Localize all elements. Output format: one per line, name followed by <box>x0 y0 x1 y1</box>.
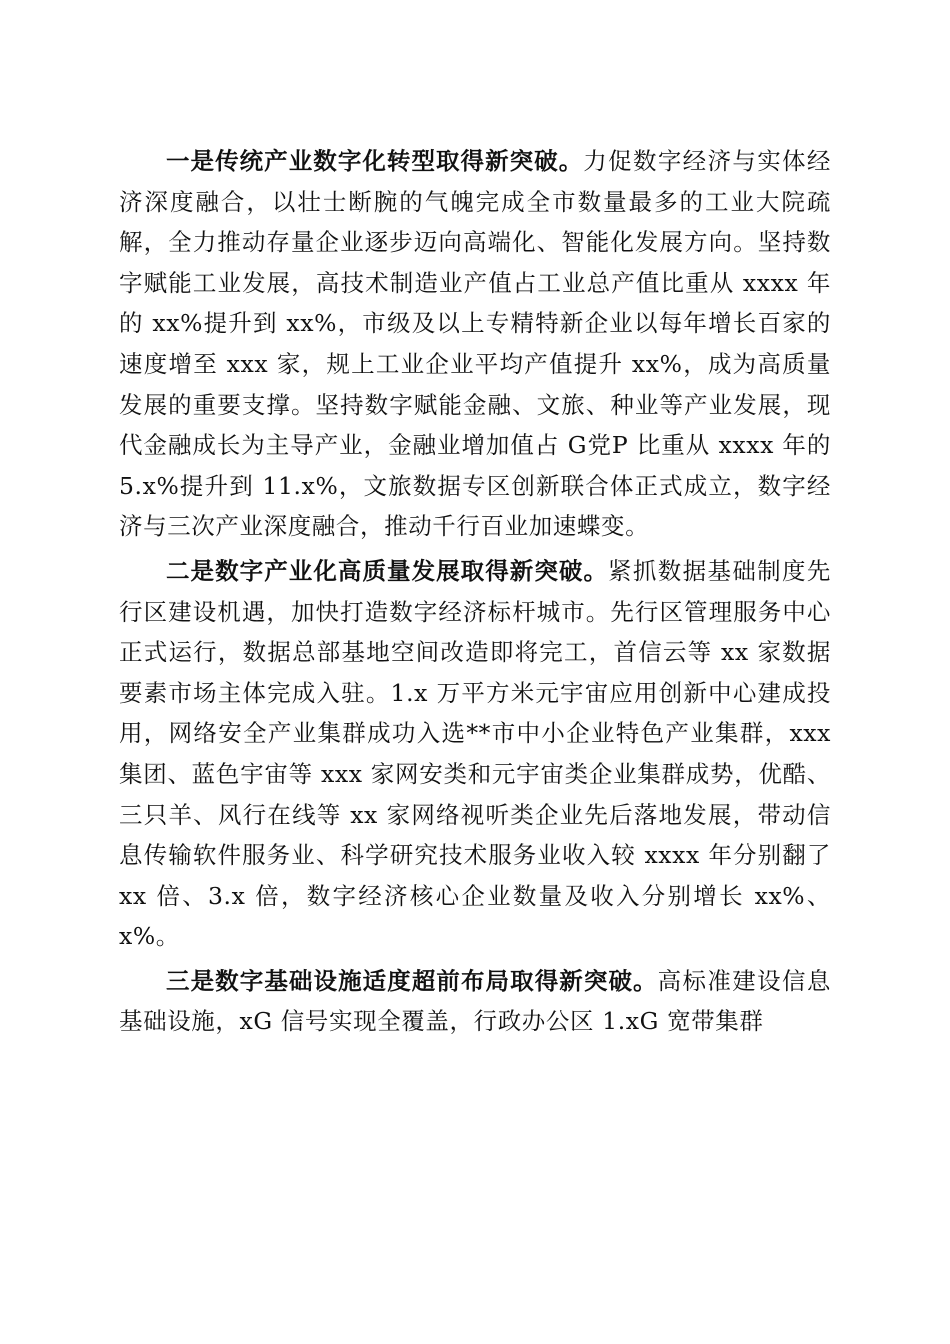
paragraph-1-body: 力促数字经济与实体经济深度融合，以壮士断腕的气魄完成全市数量最多的工业大院疏解，全力推动存量企业逐步迈向高端化、智能化发展方向。坚持数字赋能工业发展，高技术制造业产值占工业总产值比重从 xxxx 年的 xx%提升到 xx%，市级及以上专精特新企业以每年增长百家的速度增至 xxx 家，规上工业企业平均产值提升 xx%，成为高质量发展的重要支撑。坚持数字赋能金融、文旅、种业等产业发展，现代金融成长为主导产业，金融业增加值占 G党P 比重从 xxxx 年的 5.x%提升到 11.x%，文旅数据专区创新联合体正式成立，数字经济与三次产业深度融合，推动千行百业加速蝶变。 <box>119 147 831 541</box>
paragraph-2-body: 紧抓数据基础制度先行区建设机遇，加快打造数字经济标杆城市。先行区管理服务中心正式运行，数据总部基地空间改造即将完工，首信云等 xx 家数据要素市场主体完成入驻。1.x 万平方米元宇宙应用创新中心建成投用，网络安全产业集群成功入选**市中小企业特色产业集群，xxx 集团、蓝色宇宙等 xxx 家网安类和元宇宙类企业集群成势，优酷、三只羊、风行在线等 xx 家网络视听类企业先后落地发展，带动信息传输软件服务业、科学研究技术服务业收入较 xxxx 年分别翻了 xx 倍、3.x 倍，数字经济核心企业数量及收入分别增长 xx%、x%。 <box>119 556 831 951</box>
paragraph-3-lead: 三是数字基础设施适度超前布局取得新突破。 <box>166 966 658 995</box>
paragraph-2 <box>119 551 831 957</box>
paragraph-1 <box>119 141 831 547</box>
paragraph-2-lead: 二是数字产业化高质量发展取得新突破。 <box>166 556 609 585</box>
paragraph-1-lead: 一是传统产业数字化转型取得新突破。 <box>166 147 584 175</box>
document-body <box>119 141 831 1042</box>
paragraph-3-body: 高标准建设信息基础设施，xG 信号实现全覆盖，行政办公区 1.xG 宽带集群 <box>119 966 832 1036</box>
paragraph-3 <box>119 961 831 1042</box>
